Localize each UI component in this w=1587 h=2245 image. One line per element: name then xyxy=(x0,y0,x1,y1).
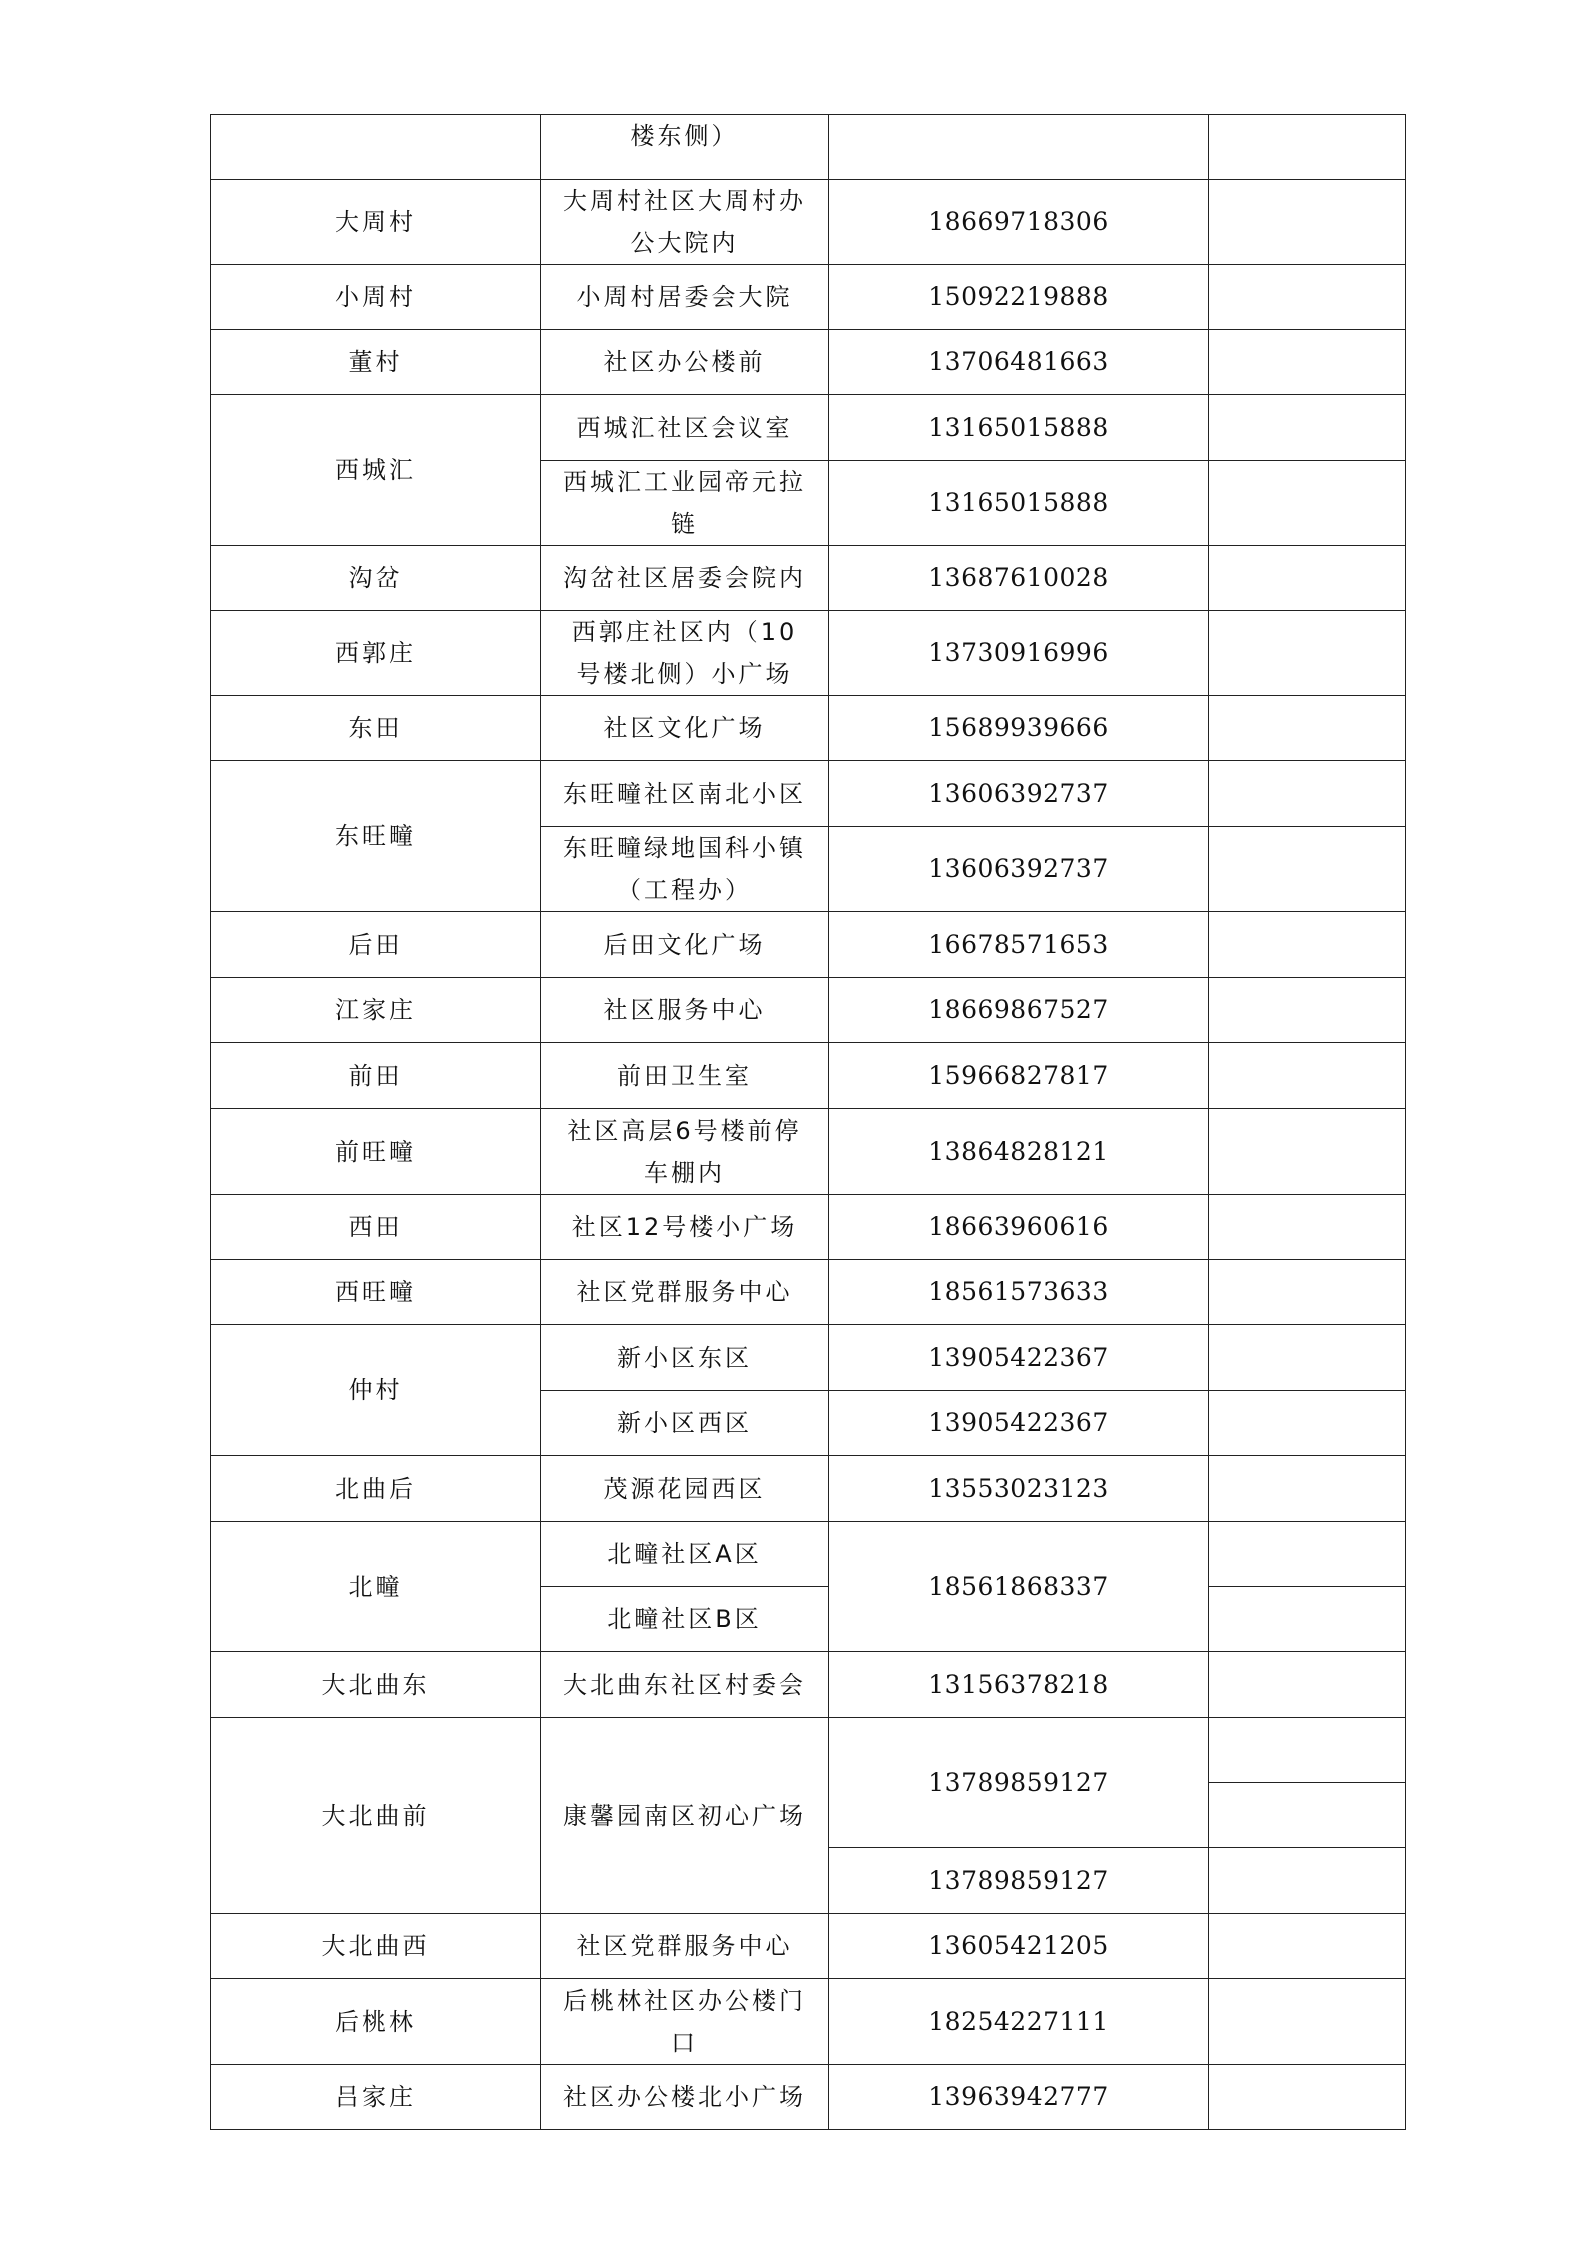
location-cell: 社区党群服务中心 xyxy=(541,1260,829,1325)
community-cell: 东田 xyxy=(211,696,541,761)
table-row xyxy=(211,1195,1406,1260)
table-row xyxy=(211,1325,1406,1391)
community-cell: 仲村 xyxy=(211,1325,541,1456)
table-row xyxy=(211,912,1406,978)
location-cell: 大周村社区大周村办公大院内 xyxy=(541,180,829,265)
phone-cell: 18663960616 xyxy=(829,1195,1209,1260)
phone-cell: 18669718306 xyxy=(829,180,1209,265)
phone-cell: 13730916996 xyxy=(829,611,1209,696)
community-cell: 前旺疃 xyxy=(211,1109,541,1195)
community-cell xyxy=(211,115,541,180)
table-row xyxy=(211,696,1406,761)
table-row xyxy=(211,115,1406,180)
location-cell: 北疃社区A区 xyxy=(541,1522,829,1587)
location-cell: 东旺疃绿地国科小镇（工程办） xyxy=(541,827,829,912)
community-cell: 西城汇 xyxy=(211,395,541,546)
location-cell: 新小区西区 xyxy=(541,1391,829,1456)
community-cell: 西旺疃 xyxy=(211,1260,541,1325)
notes-cell xyxy=(1209,912,1406,978)
community-cell: 东旺疃 xyxy=(211,761,541,912)
notes-cell xyxy=(1209,1195,1406,1260)
table-row xyxy=(211,180,1406,265)
table-row xyxy=(211,546,1406,611)
notes-cell xyxy=(1209,330,1406,395)
table-row xyxy=(211,265,1406,330)
phone-cell: 15092219888 xyxy=(829,265,1209,330)
community-cell: 北疃 xyxy=(211,1522,541,1652)
community-cell: 后田 xyxy=(211,912,541,978)
notes-cell xyxy=(1209,180,1406,265)
phone-cell: 18561868337 xyxy=(829,1522,1209,1652)
location-cell: 社区高层6号楼前停车棚内 xyxy=(541,1109,829,1195)
table-row xyxy=(211,1718,1406,1783)
community-cell: 江家庄 xyxy=(211,978,541,1043)
community-cell: 西田 xyxy=(211,1195,541,1260)
phone-cell: 13687610028 xyxy=(829,546,1209,611)
notes-cell xyxy=(1209,265,1406,330)
location-cell: 康馨园南区初心广场 xyxy=(541,1718,829,1914)
phone-cell: 13864828121 xyxy=(829,1109,1209,1195)
notes-cell xyxy=(1209,1652,1406,1718)
notes-cell xyxy=(1209,1456,1406,1522)
community-cell: 北曲后 xyxy=(211,1456,541,1522)
location-cell: 东旺疃社区南北小区 xyxy=(541,761,829,827)
community-cell: 大北曲前 xyxy=(211,1718,541,1914)
location-cell: 社区文化广场 xyxy=(541,696,829,761)
location-cell: 前田卫生室 xyxy=(541,1043,829,1109)
table-row xyxy=(211,1043,1406,1109)
table-row xyxy=(211,395,1406,461)
notes-cell xyxy=(1209,1043,1406,1109)
location-cell: 北疃社区B区 xyxy=(541,1587,829,1652)
location-cell: 大北曲东社区村委会 xyxy=(541,1652,829,1718)
phone-cell: 15966827817 xyxy=(829,1043,1209,1109)
table-row xyxy=(211,1979,1406,2065)
location-cell: 社区12号楼小广场 xyxy=(541,1195,829,1260)
table-row xyxy=(211,1652,1406,1718)
table-row xyxy=(211,1109,1406,1195)
table-row xyxy=(211,761,1406,827)
phone-cell: 18669867527 xyxy=(829,978,1209,1043)
community-cell: 小周村 xyxy=(211,265,541,330)
location-cell: 后田文化广场 xyxy=(541,912,829,978)
phone-cell: 16678571653 xyxy=(829,912,1209,978)
phone-cell: 18254227111 xyxy=(829,1979,1209,2065)
notes-cell xyxy=(1209,1587,1406,1652)
notes-cell xyxy=(1209,115,1406,180)
notes-cell xyxy=(1209,611,1406,696)
location-cell: 沟岔社区居委会院内 xyxy=(541,546,829,611)
phone-cell: 13605421205 xyxy=(829,1914,1209,1979)
community-cell: 大北曲西 xyxy=(211,1914,541,1979)
location-cell: 社区办公楼前 xyxy=(541,330,829,395)
phone-cell: 13789859127 xyxy=(829,1718,1209,1848)
location-cell: 楼东侧） xyxy=(541,115,829,180)
phone-cell: 13165015888 xyxy=(829,395,1209,461)
phone-cell: 13706481663 xyxy=(829,330,1209,395)
location-cell: 社区服务中心 xyxy=(541,978,829,1043)
location-cell: 西郭庄社区内（10号楼北侧）小广场 xyxy=(541,611,829,696)
notes-cell xyxy=(1209,461,1406,546)
table-row xyxy=(211,1914,1406,1979)
notes-cell xyxy=(1209,2065,1406,2130)
phone-cell: 13905422367 xyxy=(829,1325,1209,1391)
community-cell: 大北曲东 xyxy=(211,1652,541,1718)
notes-cell xyxy=(1209,1109,1406,1195)
notes-cell xyxy=(1209,761,1406,827)
phone-cell: 13553023123 xyxy=(829,1456,1209,1522)
table-row xyxy=(211,1260,1406,1325)
table-row xyxy=(211,978,1406,1043)
notes-cell xyxy=(1209,696,1406,761)
community-cell: 前田 xyxy=(211,1043,541,1109)
community-cell: 后桃林 xyxy=(211,1979,541,2065)
phone-cell: 13606392737 xyxy=(829,827,1209,912)
location-cell: 西城汇社区会议室 xyxy=(541,395,829,461)
notes-cell xyxy=(1209,1391,1406,1456)
phone-cell: 13789859127 xyxy=(829,1848,1209,1914)
community-cell: 沟岔 xyxy=(211,546,541,611)
community-cell: 大周村 xyxy=(211,180,541,265)
notes-cell xyxy=(1209,1783,1406,1848)
location-cell: 新小区东区 xyxy=(541,1325,829,1391)
phone-cell: 13156378218 xyxy=(829,1652,1209,1718)
phone-cell: 13963942777 xyxy=(829,2065,1209,2130)
location-cell: 后桃林社区办公楼门口 xyxy=(541,1979,829,2065)
notes-cell xyxy=(1209,395,1406,461)
location-cell: 社区党群服务中心 xyxy=(541,1914,829,1979)
phone-cell: 15689939666 xyxy=(829,696,1209,761)
notes-cell xyxy=(1209,1522,1406,1587)
phone-cell: 18561573633 xyxy=(829,1260,1209,1325)
community-cell: 吕家庄 xyxy=(211,2065,541,2130)
notes-cell xyxy=(1209,827,1406,912)
notes-cell xyxy=(1209,1718,1406,1783)
notes-cell xyxy=(1209,1979,1406,2065)
location-cell: 西城汇工业园帝元拉链 xyxy=(541,461,829,546)
table-row xyxy=(211,611,1406,696)
notes-cell xyxy=(1209,1325,1406,1391)
table-row xyxy=(211,2065,1406,2130)
notes-cell xyxy=(1209,978,1406,1043)
notes-cell xyxy=(1209,1914,1406,1979)
phone-cell: 13165015888 xyxy=(829,461,1209,546)
community-cell: 西郭庄 xyxy=(211,611,541,696)
testing-sites-table xyxy=(210,114,1406,2130)
location-cell: 小周村居委会大院 xyxy=(541,265,829,330)
notes-cell xyxy=(1209,1848,1406,1914)
notes-cell xyxy=(1209,1260,1406,1325)
table-row xyxy=(211,330,1406,395)
location-cell: 社区办公楼北小广场 xyxy=(541,2065,829,2130)
location-cell: 茂源花园西区 xyxy=(541,1456,829,1522)
phone-cell: 13905422367 xyxy=(829,1391,1209,1456)
phone-cell: 13606392737 xyxy=(829,761,1209,827)
notes-cell xyxy=(1209,546,1406,611)
community-cell: 董村 xyxy=(211,330,541,395)
table-row xyxy=(211,1456,1406,1522)
phone-cell xyxy=(829,115,1209,180)
table-row xyxy=(211,1522,1406,1587)
